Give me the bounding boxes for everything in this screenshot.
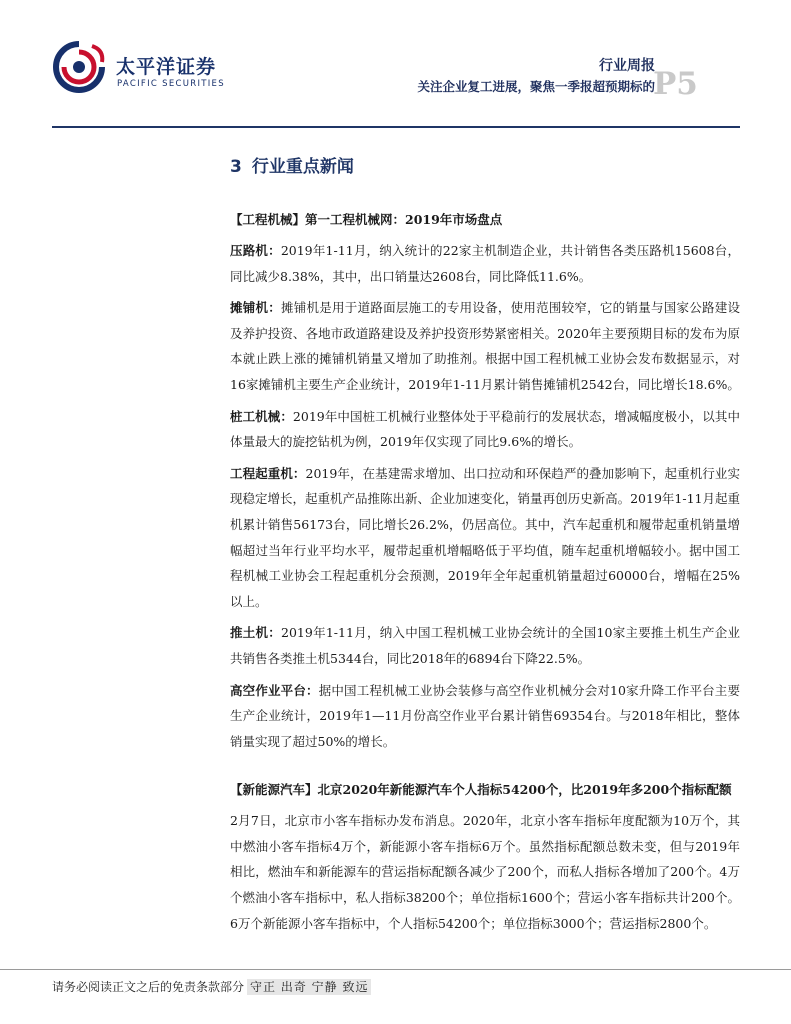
page-number: P5: [653, 66, 698, 102]
section-title: 行业重点新闻: [251, 157, 354, 177]
news-block-construction-machinery: [230, 208, 740, 754]
item-text: 2019年，在基建需求增加、出口拉动和环保趋严的叠加影响下，起重机行业实现稳定增长，起重机产品推陈出新、企业加速变化，销量再创历史新高。2019年1-11月起重机累计销售56173台，同比增长26.2%，仍居高位。其中，汽车起重机和履带起重机销量增幅超过当年行业平均水平，履带起重机增幅略低于平均值，随车起重机增幅较小。据中国工程机械工业协会工程起重机分会预测，2019年全年起重机销量超过60000台，增幅在25%以上。: [230, 465, 740, 609]
news-item: [230, 238, 740, 289]
item-text: 2019年中国桩工机械行业整体处于平稳前行的发展状态，增减幅度极小，以其中体量最大的旋挖钻机为例，2019年仅实现了同比9.6%的增长。: [230, 408, 740, 450]
item-text: 2月7日，北京市小客车指标办发布消息。2020年，北京小客车指标年度配额为10万个，其中燃油小客车指标4万个，新能源小客车指标6万个。虽然指标配额总数未变，但与2019年相比，燃油车和新能源车的营运指标配额各减少了200个，而私人指标各增加了200个。4万个燃油小客车指标中，私人指标38200个；单位指标1600个；营运小客车指标共计200个。6万个新能源小客车指标中，个人指标54200个；单位指标3000个；营运指标2800个。: [230, 813, 740, 931]
item-label: 摊铺机：: [230, 300, 282, 316]
page-footer: [52, 978, 371, 995]
pacific-securities-logo-icon: [52, 40, 106, 94]
news-item: [230, 404, 740, 455]
header-divider: [52, 126, 740, 128]
item-text: 2019年1-11月，纳入统计的22家主机制造企业，共计销售各类压路机15608台，同比减少8.38%，其中，出口销量达2608台，同比降低11.6%。: [230, 243, 740, 284]
news-item: [230, 678, 740, 755]
report-type: 行业周报: [599, 58, 655, 74]
logo-chinese-name: 太平洋证券: [116, 56, 217, 78]
item-text: 2019年1-11月，纳入中国工程机械工业协会统计的全国10家主要推土机生产企业共销售各类推土机5344台，同比2018年的6894台下降22.5%。: [230, 625, 740, 666]
item-label: 桩工机械：: [230, 408, 293, 424]
item-label: 高空作业平台：: [230, 682, 319, 698]
item-label: 工程起重机：: [230, 465, 306, 481]
footer-divider: [0, 969, 791, 970]
section-heading: [230, 152, 354, 177]
news-block-new-energy-vehicles: [230, 778, 740, 936]
news-item: [230, 620, 740, 671]
news-heading: 【工程机械】第一工程机械网：2019年市场盘点: [230, 212, 503, 227]
news-item: [230, 808, 740, 936]
news-content: [230, 208, 740, 936]
footer-disclaimer: 请务必阅读正文之后的免责条款部分: [52, 980, 245, 994]
news-item: [230, 461, 740, 615]
footer-motto: 守正 出奇 宁静 致远: [247, 979, 371, 995]
item-text: 据中国工程机械工业协会装修与高空作业机械分会对10家升降工作平台主要生产企业统计，2019年1—11月份高空作业平台累计销售69354台。与2018年相比，整体销量实现了超过50%的增长。: [230, 682, 740, 749]
item-label: 推土机：: [230, 625, 282, 641]
news-item: [230, 295, 740, 397]
news-heading: 【新能源汽车】北京2020年新能源汽车个人指标54200个，比2019年多200个指标配额: [230, 782, 732, 798]
section-number: 3: [230, 157, 242, 177]
page-header: [0, 0, 791, 130]
report-title: 关注企业复工进展，聚焦一季报超预期标的: [417, 79, 655, 94]
item-label: 压路机：: [230, 243, 281, 258]
item-text: 摊铺机是用于道路面层施工的专用设备，使用范围较窄，它的销量与国家公路建设及养护投资、各地市政道路建设及养护投资形势紧密相关。2020年主要预期目标的发布为原本就止跌上涨的摊铺机销量又增加了助推剂。根据中国工程机械工业协会发布数据显示，对16家摊铺机主要生产企业统计，2019年1-11月累计销售摊铺机2542台，同比增长18.6%。: [230, 300, 740, 392]
logo-english-name: PACIFIC SECURITIES: [117, 79, 225, 89]
